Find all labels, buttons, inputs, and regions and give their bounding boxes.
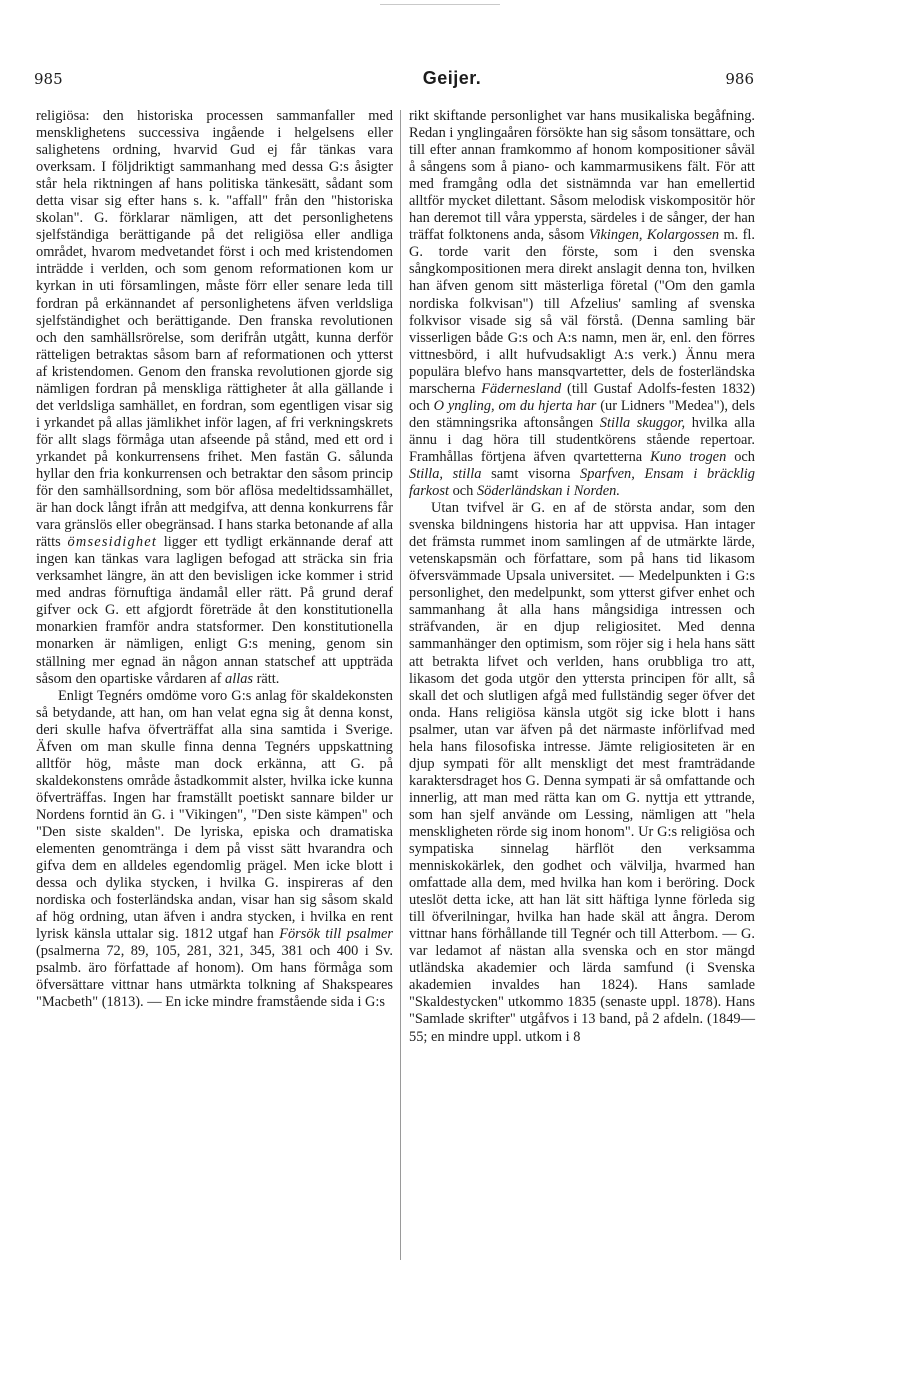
text-run: Enligt Tegnérs omdöme voro G:s anlag för skaldekonsten så betydande, att han, om han velat egna sig åt denna konst, deri skulle hafva öfverträffat alla sina samtida i Sverige. Äfven om man skulle finna denna Tegnérs uppskattning alltför hög, måste man dock erkänna, att G. på skaldekonstens område åstadkommit alster, hvilka icke kunna öfverträffas. Ingen har framställt poetiskt sannare bilder ur Nordens forntid än G. i "Vikingen", "Den siste kämpen" och "Den siste skalden". De lyriska, episka och dramatiska elementen genomtränga i dem på visst sätt hvarandra och gifva dem en alldeles egendomlig prägel. Men icke blott i dessa och dylika stycken, i hvilka G. inspireras af den nordiska och fosterländska andan, visar han sig såsom skald af hög ordning, utan äfven i andra stycken, i hvilka en rent lyrisk känsla uttalar sig. 1812 utgaf han bbox=[36, 687, 393, 943]
page-header bbox=[0, 70, 904, 94]
right-column bbox=[409, 108, 755, 1046]
text-run: (psalmerna 72, 89, 105, 281, 321, 345, 381 och 400 i Sv. psalmb. äro författade af honom). Om hans förmåga som öfversättare vittnar hans utmärkta tolkning af Shakspeares "Macbeth" (1813). — En icke mindre framstående sida i G:s bbox=[36, 943, 393, 1011]
song-title: Söderländskan i Norden. bbox=[476, 483, 620, 500]
column-divider bbox=[400, 110, 401, 1260]
song-title: Sparfven, Ensam i bräcklig farkost bbox=[409, 465, 755, 500]
text-run: hvilka alla ännu i dag höra till studentkörens stående repertoar. Framhållas förtjena äfven qvartetterna bbox=[409, 414, 756, 465]
song-title: Kuno trogen bbox=[650, 448, 727, 465]
left-paragraph-2 bbox=[36, 688, 393, 1012]
left-column bbox=[36, 108, 393, 1011]
text-run: och bbox=[726, 448, 755, 465]
song-title: Stilla, stilla bbox=[409, 465, 482, 482]
book-title: Försök till psalmer bbox=[279, 926, 393, 943]
text-run: religiösa: den historiska processen sammanfaller med mensklighetens successiva ingående i helgelsens eller salighetens ordning, hvarvid Gud ej får tänkas vara overksam. I följdriktigt sammanhang med dessa G:s åsigter står hela riktningen af hans politiska tänkesätt, sådant som detta visar sig efter hans s. k. "affall" från den "historiska skolan". G. förklarar nämligen, att det personlighetens sjelfständiga berättigande på det religiösa eller andliga området, hvarom medvetandet först i och med kristendomen inträdde i verlden, och som genom reformationen kom ur kyrkan in uti församlingen, måste förr eller senare leda till fordran på erkännandet af personlighetens äfven verldsliga sjelfständighet och berättigande. Den franska revolutionen och den samhällsrörelse, som derifrån utgått, kunna derför rätteligen betraktas såsom barn af reformationen och ytterst af kristendomen. Genom den franska revolutionen gjorde sig nämligen fordran på menskliga rättigheter åt alla gällande i det verldsliga samhället, en fordran, som egentligen visar sig i yrkandet på allas jämlikhet inför lagen, af fri verkningskrets för allt slags förmåga utan afseende på stånd, med ett ord i yrkandet på konkurrensens frihet. Men fastän G. sålunda hyllar den fria konkurrensen och betraktar den såsom princip för den samhällsordning, som bör aflösa medeltidssamhället, är han dock långt ifrån att medgifva, att denna konkurrens får vara gränslös eller obegränsad. I hans starka betonande af alla rätts bbox=[36, 108, 393, 551]
text-run: Utan tvifvel är G. en af de största andar, som den svenska bildningens historia har att uppvisa. Han intager det främsta rummet inom samlingen af de utmärkte lärde, vetenskapsmän och författare, som på hans tid likasom öfversvämmade Upsala universitet. — Medelpunkten i G:s personlighet, den medelpunkt, som ytterst gifver enhet och sammanhang åt alla hans mångsidiga intressen och sträfvanden, är en djup religiositet. Med denna sammanhänger den optimism, som röjer sig i hela hans sätt att betrakta lifvet och verlden, hans orubbliga tro att, likasom det goda utgör den yttersta principen för allt, så skall det och slutligen afgå med fullständig seger öfver det onda. Hans religiösa känsla utgöt sig icke blott i hans psalmer, utan var äfven på det närmaste införlifvad med hela hans filosofiska intresse. Jämte religiositeten är en djup sympati för allt menskligt det mest framträdande karaktersdraget hos G. Denna sympati är så omfattande och innerlig, att man med rätta kan om G. nyttja ett yttrande, som han sjelf använde om Lessing, nämligen att "hela menskligheten rörde sig inom honom". Ur G:s religiösa och sympatiska sinnelag härflöt den verksamma menniskokärlek, den godhet och välvilja, hvarmed han omfattade alla dem, med hvilka han kom i beröring. Dock uteslöt detta icke, att han lät sitt häftiga lynne förleda sig till öfverilningar, hvilka han hade skäl att ångra. Derom vittnar hans förhållande till Tegnér och till Atterbom. — G. var ledamot af nästan alla svenska och en stor mängd utländska akademier och lärda samfund (i Svenska akademien invaldes han 1824). Hans samlade "Skaldestycken" utkommo 1835 (senaste uppl. 1878). Hans "Samlade skrifter" utgåfvos i 13 band, på 2 afdeln. (1849—55; en mindre uppl. utkom i 8 bbox=[409, 500, 755, 1045]
emphasis-text: allas bbox=[225, 670, 254, 687]
page-number-right: 986 bbox=[725, 70, 754, 88]
running-title: Geijer. bbox=[422, 68, 482, 88]
page-number-left: 985 bbox=[34, 70, 63, 88]
text-run: och bbox=[448, 483, 477, 500]
left-paragraph-1 bbox=[36, 108, 393, 688]
text-run: rätt. bbox=[253, 670, 280, 687]
text-run: rikt skiftande personlighet var hans musikaliska begåfning. Redan i ynglingaåren försökte han sig såsom tonsättare, och till efter annan framkommo af honom kompositioner såväl å sångens som å piano- och kammarmusikens fält. För att med framgång odla det sistnämnda var han emellertid alltför mycket dilettant. Såsom melodisk viskompositör hör han deremot till våra yppersta, särdeles i de sånger, der han träffat folktonens anda, såsom bbox=[409, 108, 755, 244]
song-title: Stilla skuggor, bbox=[599, 414, 686, 431]
text-run: ligger ett tydligt erkännande deraf att ingen kan tänkas vara lagligen befogad att sträcka sin fria verksamhet längre, än att den bevisligen icke kommer i strid med andras förnuftiga ändamål eller rätt. På grund deraf gifver ock G. ett afgjordt företräde åt den konstitutionella monarkien framför andra statsformer. Den konstitutionella monarken är nämligen, enligt G:s mening, genom sin ställning mer egnad än någon annan statschef att uppträda såsom den opartiske vårdaren af bbox=[36, 534, 394, 687]
song-title: Vikingen, Kolargossen bbox=[588, 227, 720, 244]
text-run: samt visorna bbox=[481, 465, 581, 482]
right-paragraph-1 bbox=[409, 108, 755, 500]
top-rule bbox=[380, 4, 500, 5]
emphasis-text: ömsesidighet bbox=[67, 534, 158, 551]
text-run: (till Gustaf Adolfs-festen 1832) och bbox=[409, 380, 755, 414]
song-title: O yngling, om du hjerta har bbox=[433, 397, 597, 414]
text-run: m. fl. G. torde varit den förste, som i den svenska sångkompositionen mera direkt anslagit denna ton, hvilken han äfven genom sitt mästerliga företal ("Om den gamla nordiska folkvisan") till Afzelius' samling af svenska folkvisor visade sig så väl förstå. (Denna samling bär visserligen både G:s och A:s namn, men är, enl. den förres vittnesbörd, i allt hufvudsakligt A:s verk.) Ännu mera populära blefvo hans mansqvartetter, dels de fosterländska marscherna bbox=[409, 227, 755, 397]
song-title: Fädernesland bbox=[481, 380, 562, 397]
text-run: (ur Lidners "Medea"), dels den stämningsrika aftonsången bbox=[409, 397, 755, 431]
right-paragraph-2 bbox=[409, 500, 755, 1046]
